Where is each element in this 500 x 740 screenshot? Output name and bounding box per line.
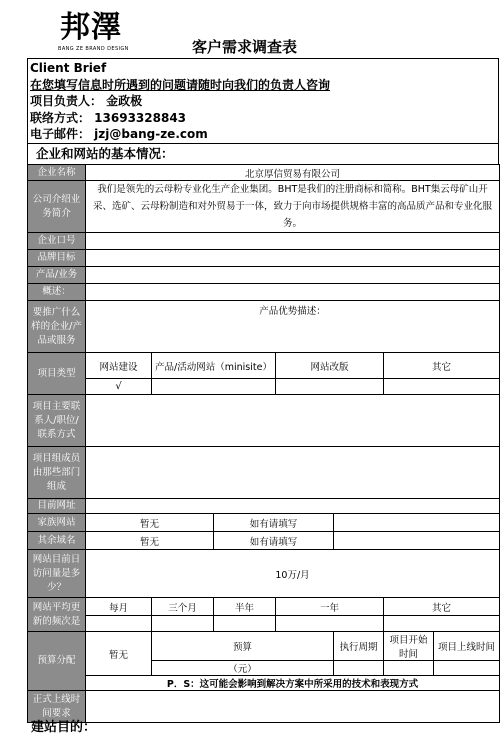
launch-requirement-label: 正式上线时间要求 — [28, 691, 86, 723]
promote-label: 要推广什么样的企业/产品或服务 — [28, 301, 86, 353]
update-frequency-label: 网站平均更新的频次是 — [28, 598, 86, 632]
other-domains-label: 其余域名 — [28, 532, 86, 550]
brief-phone: 联络方式： 13693328843 — [30, 110, 187, 125]
row-update-frequency — [28, 598, 500, 616]
budget-none-value[interactable]: 暂无 — [86, 632, 152, 676]
brand-goal-label: 品牌目标 — [28, 250, 86, 267]
row-project-type-check — [28, 379, 500, 395]
brief-heading: Client Brief — [30, 61, 107, 75]
project-type-option: 其它 — [384, 353, 500, 379]
update-frequency-check-cell[interactable] — [152, 616, 214, 632]
row-other-domains — [28, 532, 500, 550]
survey-form-table — [27, 164, 500, 723]
row-budget-headers — [28, 632, 500, 661]
company-name-value[interactable]: 北京厚信贸易有限公司 — [86, 165, 500, 181]
update-frequency-option: 半年 — [214, 598, 276, 616]
update-frequency-check-cell[interactable] — [384, 616, 500, 632]
brief-email: 电子邮件： jzj@bang-ze.com — [30, 127, 208, 141]
current-url-label: 目前网址 — [28, 499, 86, 514]
project-type-check-cell[interactable] — [384, 379, 500, 395]
period-field[interactable] — [334, 661, 384, 676]
update-frequency-option: 每月 — [86, 598, 152, 616]
start-time-header: 项目开始时间 — [384, 632, 434, 661]
row-project-type — [28, 353, 500, 379]
update-frequency-check-cell[interactable] — [86, 616, 152, 632]
company-intro-label: 公司介绍业务简介 — [28, 181, 86, 233]
other-domains-field[interactable] — [334, 532, 500, 550]
launch-time-field[interactable] — [434, 661, 500, 676]
family-sites-field[interactable] — [334, 514, 500, 532]
client-brief-box — [27, 58, 499, 144]
logo-text: 邦澤 — [60, 10, 122, 45]
traffic-value[interactable]: 10万/月 — [86, 550, 500, 598]
family-sites-hint: 如有请填写 — [214, 514, 334, 532]
row-slogan — [28, 233, 500, 250]
slogan-label: 企业口号 — [28, 233, 86, 250]
budget-header: 预算 — [152, 632, 334, 661]
row-family-sites — [28, 514, 500, 532]
budget-label: 预算分配 — [28, 632, 86, 691]
current-url-field[interactable] — [86, 499, 500, 514]
ps-note: P．S：这可能会影响到解决方案中所采用的技术和表现方式 — [86, 676, 500, 691]
brief-manager: 项目负责人： 金政极 — [30, 94, 143, 108]
project-type-option: 产品/活动网站（minisite） — [152, 353, 276, 379]
project-type-option: 网站建设 — [86, 353, 152, 379]
company-intro-value[interactable]: 我们是领先的云母粉专业化生产企业集团。BHT是我们的注册商标和简称。BHT集云母矿山开采、选矿、云母粉制造和对外贸易于一体，致力于向市场提供规格丰富的高品质产品和专业化服务。 — [86, 181, 500, 233]
promote-field[interactable]: 产品优势描述： — [86, 301, 500, 353]
product-business-field[interactable] — [86, 267, 500, 284]
update-frequency-option: 三个月 — [152, 598, 214, 616]
product-business-label: 产品/业务 — [28, 267, 86, 284]
start-time-field[interactable] — [384, 661, 434, 676]
period-header: 执行周期 — [334, 632, 384, 661]
logo-subtitle: BANG ZE BRAND DESIGN — [58, 46, 129, 52]
section-basic-info-heading: 企业和网站的基本情况： — [27, 144, 499, 164]
row-company-intro — [28, 181, 500, 233]
project-type-check-cell[interactable] — [276, 379, 384, 395]
other-domains-hint: 如有请填写 — [214, 532, 334, 550]
update-frequency-option: 其它 — [384, 598, 500, 616]
row-traffic — [28, 550, 500, 598]
document-title: 客户需求调查表 — [192, 38, 298, 56]
members-label: 项目组成员由那些部门组成 — [28, 447, 86, 499]
row-update-frequency-check — [28, 616, 500, 632]
row-promote — [28, 301, 500, 353]
row-company-name — [28, 165, 500, 181]
company-name-label: 企业名称 — [28, 165, 86, 181]
traffic-label: 网站目前日访问量是多少？ — [28, 550, 86, 598]
project-type-option: 网站改版 — [276, 353, 384, 379]
budget-unit[interactable]: （元） — [152, 661, 334, 676]
contacts-field[interactable] — [86, 395, 500, 447]
update-frequency-check-cell[interactable] — [214, 616, 276, 632]
project-type-check-cell[interactable] — [152, 379, 276, 395]
slogan-field[interactable] — [86, 233, 500, 250]
project-type-label: 项目类型 — [28, 353, 86, 395]
section-purpose-heading: 建站目的： — [31, 720, 97, 735]
update-frequency-check-cell[interactable] — [276, 616, 384, 632]
members-field[interactable] — [86, 447, 500, 499]
brief-note: 在您填写信息时所遇到的问题请随时向我们的负责人咨询 — [30, 77, 331, 92]
update-frequency-option: 一年 — [276, 598, 384, 616]
row-contacts — [28, 395, 500, 447]
row-product-business — [28, 267, 500, 284]
overview-label: 概述： — [28, 284, 86, 301]
contacts-label: 项目主要联系人/职位/联系方式 — [28, 395, 86, 447]
row-overview — [28, 284, 500, 301]
row-ps-note — [28, 676, 500, 691]
overview-field[interactable] — [86, 284, 500, 301]
family-sites-label: 家族网站 — [28, 514, 86, 532]
row-members — [28, 447, 500, 499]
project-type-checkmark[interactable]: √ — [86, 379, 152, 395]
family-sites-value[interactable]: 暂无 — [86, 514, 214, 532]
launch-time-header: 项目上线时间 — [434, 632, 500, 661]
row-brand-goal — [28, 250, 500, 267]
row-current-url — [28, 499, 500, 514]
brand-goal-field[interactable] — [86, 250, 500, 267]
brand-logo — [58, 12, 168, 52]
other-domains-value[interactable]: 暂无 — [86, 532, 214, 550]
